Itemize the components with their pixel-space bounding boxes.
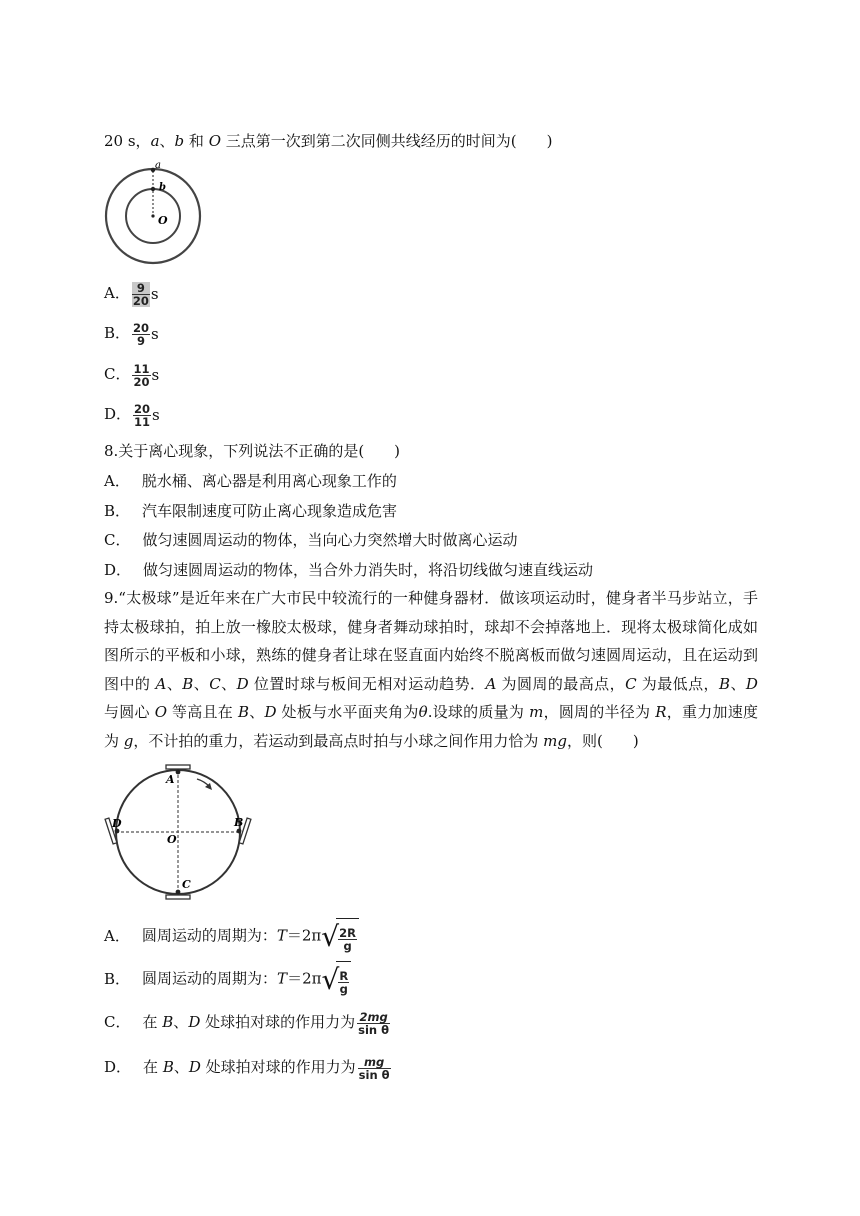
q7-option-b[interactable]: B． $\frac{20}{9}$ s <box>104 320 159 348</box>
label-o: O <box>158 214 168 227</box>
q8-stem: 8.关于离心现象，下列说法不正确的是( ) <box>104 442 401 460</box>
q8-option-d[interactable]: D． 做匀速圆周运动的物体，当合外力消失时，将沿切线做匀速直线运动 <box>104 561 594 579</box>
label-D: D <box>112 817 122 830</box>
fraction: $\frac{9}{20}$ <box>132 280 149 308</box>
q8-option-c[interactable]: C． 做匀速圆周运动的物体，当向心力突然增大时做离心运动 <box>104 531 518 549</box>
q7-option-d[interactable]: D． $\frac{20}{11}$ s <box>104 401 160 429</box>
q7-option-c[interactable]: C． $\frac{11}{20}$ s <box>104 361 160 389</box>
label-C: C <box>182 878 191 891</box>
paddle-top <box>166 765 190 769</box>
q7-concentric-circles-figure <box>104 160 204 266</box>
fraction: $\frac{20}{9}$ <box>133 320 150 348</box>
q9-option-c[interactable]: C． 在 B、D 处球拍对球的作用力为 $\frac{2mg}{\text{sin θ}}$ <box>104 1009 390 1037</box>
point-b <box>151 187 155 191</box>
label-a: a <box>155 160 161 171</box>
paddle-bottom <box>166 895 190 899</box>
ball-a <box>176 770 181 775</box>
fraction: $\frac{2R}{g}$ <box>339 925 356 953</box>
sqrt: √ $\frac{2R}{g}$ <box>321 918 359 955</box>
q9-option-b[interactable]: B． 圆周运动的周期为：T＝2π√ $\frac{R}{g}$ <box>104 961 351 998</box>
sqrt: √ $\frac{R}{g}$ <box>321 961 351 998</box>
fraction: $\frac{R}{g}$ <box>339 968 349 996</box>
ball-c <box>176 890 181 895</box>
fraction: $\frac{11}{20}$ <box>133 361 150 389</box>
q9-option-d[interactable]: D． 在 B、D 处球拍对球的作用力为 $\frac{mg}{\text{sin θ}}$ <box>104 1054 390 1082</box>
fraction: $\frac{mg}{\text{sin θ}}$ <box>358 1054 390 1082</box>
label-B: B <box>234 816 244 829</box>
label-A: A <box>166 773 175 786</box>
ball-b <box>237 829 242 834</box>
q9-taiji-circle-figure <box>104 763 254 901</box>
q8-option-b[interactable]: B． 汽车限制速度可防止离心现象造成危害 <box>104 502 398 520</box>
q9-option-a[interactable]: A． 圆周运动的周期为：T＝2π√ $\frac{2R}{g}$ <box>104 918 359 955</box>
q7-stem: 20 s，a、b 和 O 三点第一次到第二次同侧共线经历的时间为( ) <box>104 132 553 150</box>
label-O: O <box>167 833 177 846</box>
fraction: $\frac{20}{11}$ <box>134 401 151 429</box>
q9-stem: 9.“太极球”是近年来在广大市民中较流行的一种健身器材．做该项运动时，健身者半马步站立，手持太极球拍，拍上放一橡胶太极球，健身者舞动球拍时，球却不会掉落地上．现将太极球简化成如图所示的平板和小球，熟练的健身者让球在竖直面内始终不脱离板而做匀速圆周运动，且在运动到图中的 A、B、C、D 位置时球与板间无相对运动趋势．A 为圆周的最高点，C 为最低点，B、D 与圆心 O 等高且在 B、D 处板与水平面夹角为θ.设球的质量为 m，圆周的半径为 R，重力加速度为 g，不计拍的重力，若运动到最高点时拍与小球之间作用力恰为 mg，则( ) <box>104 589 758 750</box>
q8-option-a[interactable]: A． 脱水桶、离心器是利用离心现象工作的 <box>104 472 397 490</box>
fraction: $\frac{2mg}{\text{sin θ}}$ <box>358 1009 390 1037</box>
q7-option-a[interactable]: A． $\frac{9}{20}$ s <box>104 280 159 308</box>
label-b: b <box>159 182 166 193</box>
point-o <box>151 214 154 217</box>
